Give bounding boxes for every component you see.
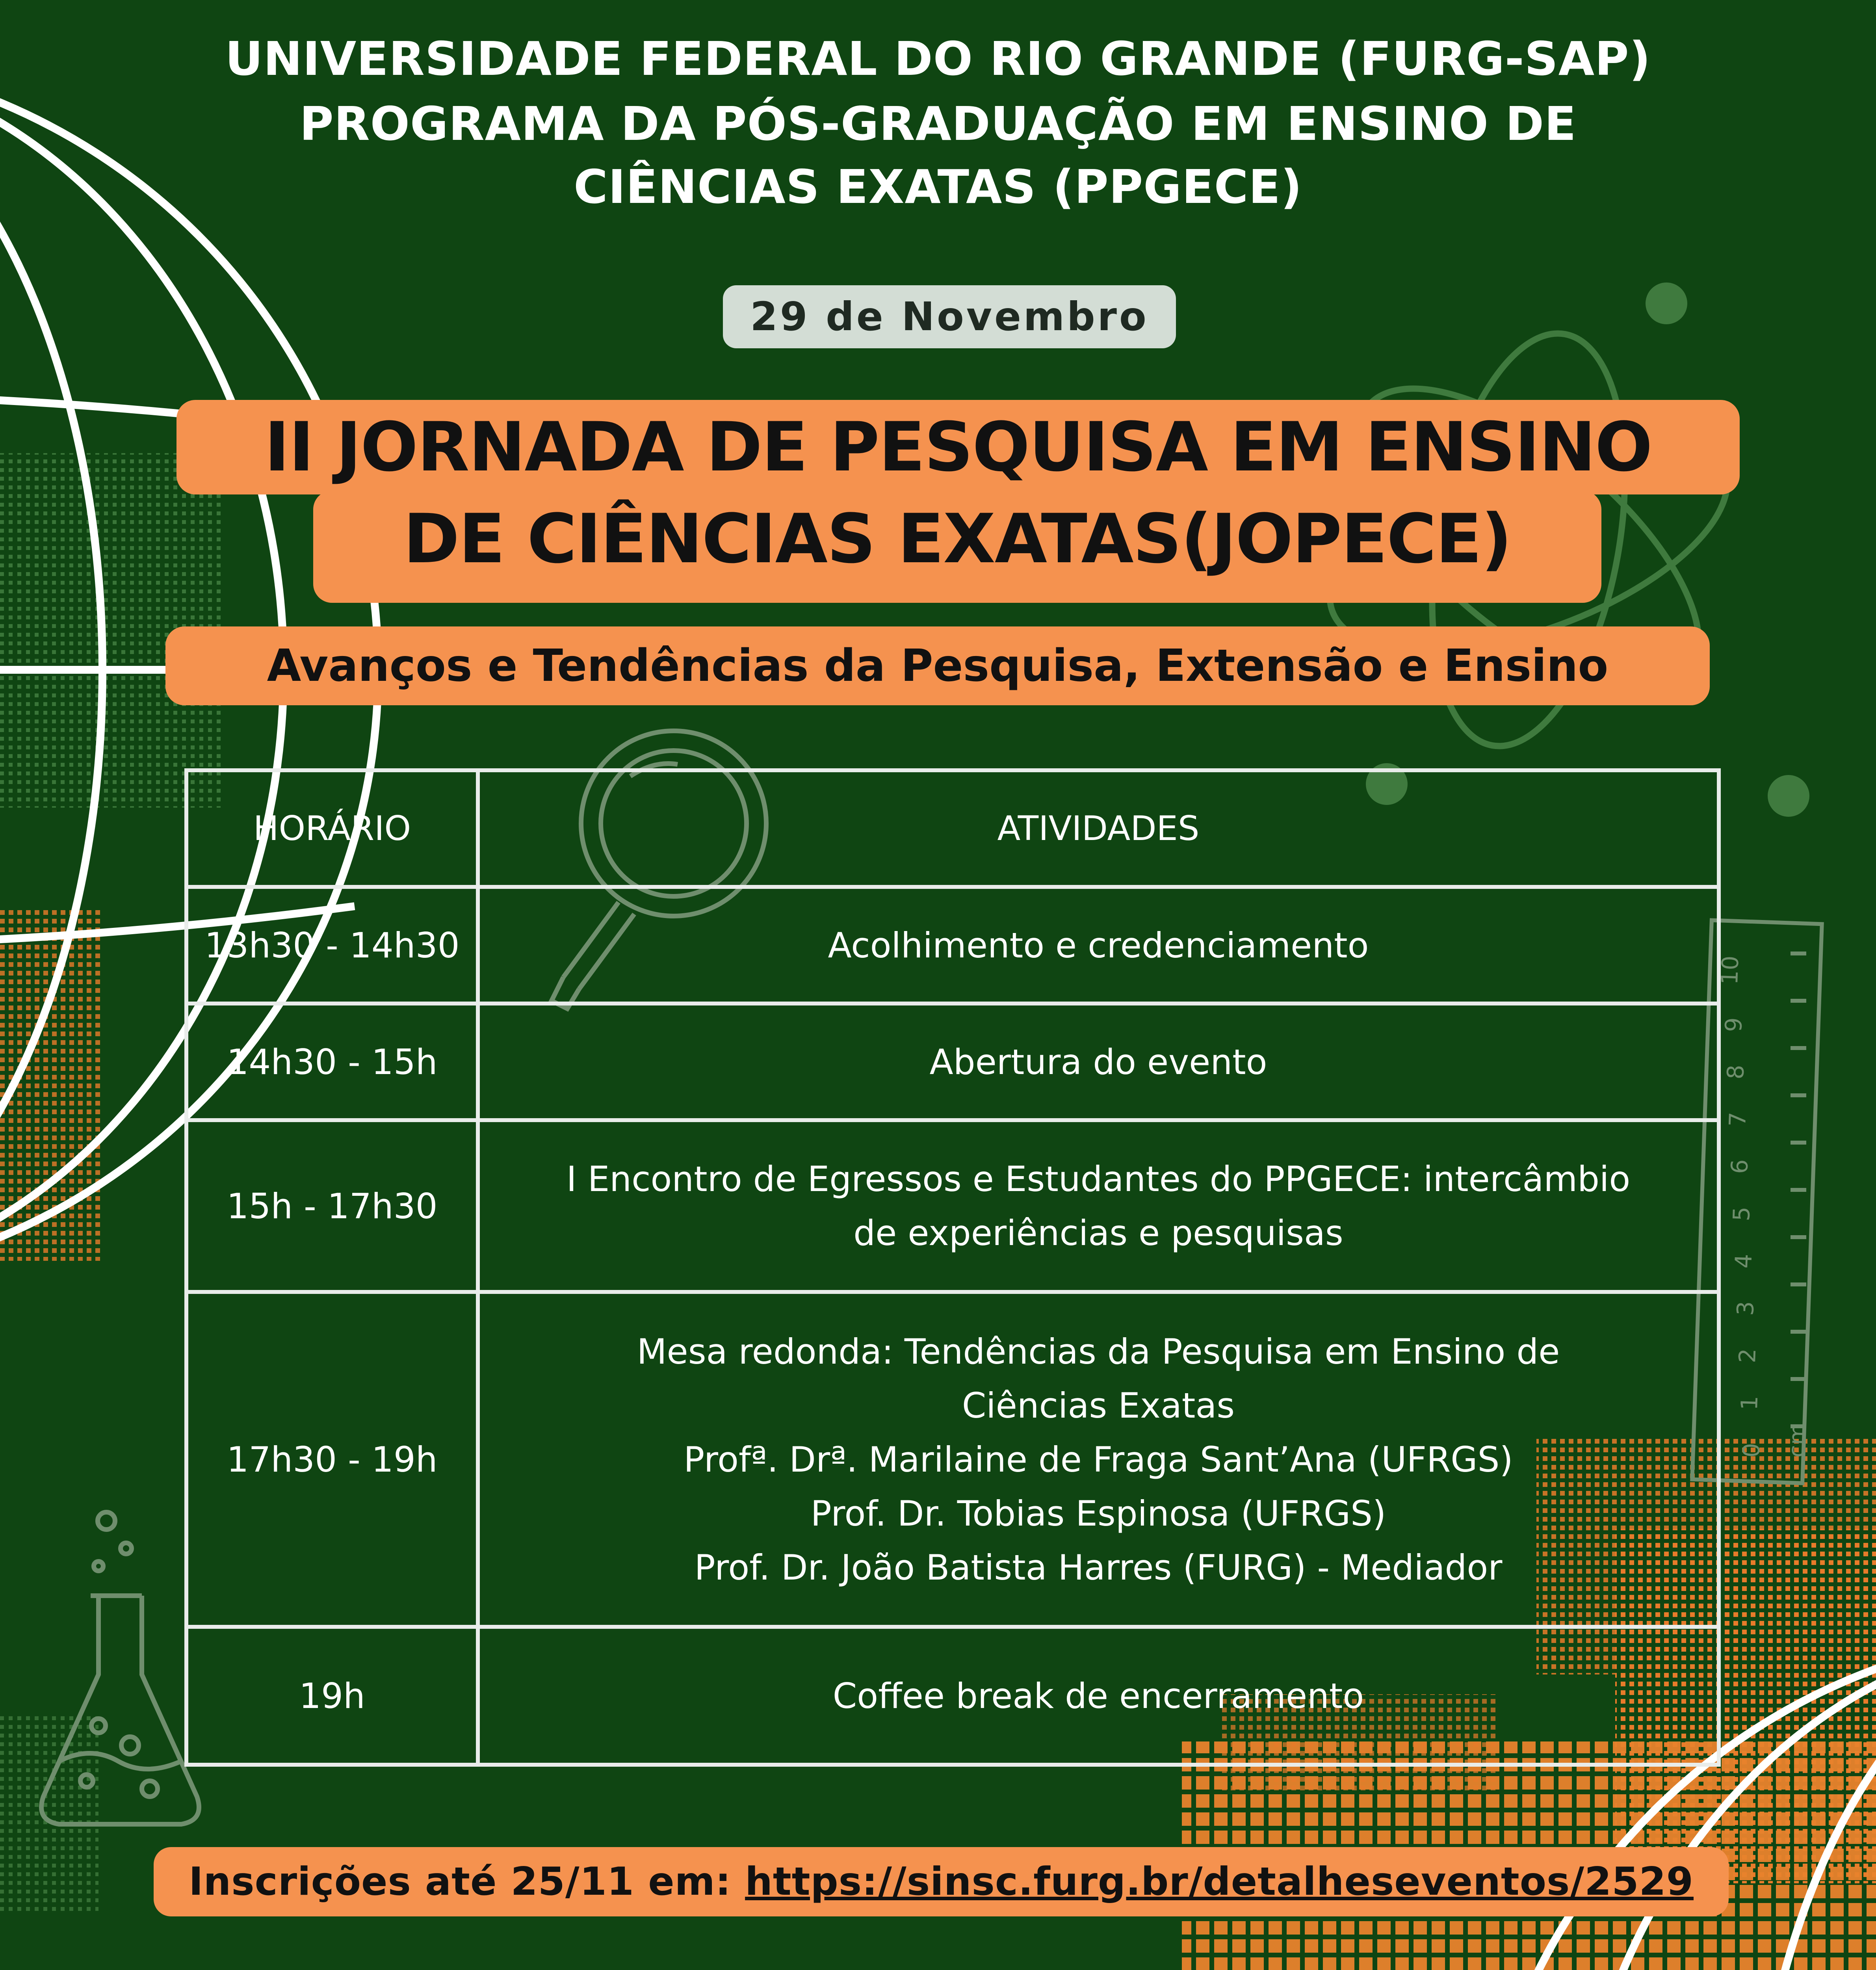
event-date-badge: 29 de Novembro: [723, 285, 1176, 348]
activity-line: Coffee break de encerramento: [832, 1675, 1364, 1716]
activity-line: Acolhimento e credenciamento: [828, 925, 1369, 966]
ruler-number: 0: [1738, 1442, 1765, 1458]
activity-line: Ciências Exatas: [962, 1385, 1235, 1426]
registration-link[interactable]: https://sinsc.furg.br/detalheseventos/2529: [745, 1859, 1694, 1904]
activity-column-header: ATIVIDADES: [478, 770, 1719, 887]
schedule-activity: [478, 887, 1719, 1004]
event-title-line1: II JORNADA DE PESQUISA EM ENSINO: [176, 400, 1740, 494]
ruler-unit: cm: [1783, 1422, 1811, 1458]
program-name-continued: CIÊNCIAS EXATAS (PPGECE): [574, 160, 1302, 214]
activity-line: Abertura do evento: [929, 1041, 1267, 1082]
ruler-number: 8: [1722, 1064, 1750, 1080]
activity-line: Mesa redonda: Tendências da Pesquisa em Ensino de: [637, 1331, 1560, 1372]
ruler-number: 3: [1732, 1301, 1759, 1316]
event-subtitle: Avanços e Tendências da Pesquisa, Extensão e Ensino: [165, 626, 1710, 705]
schedule-row: [186, 887, 1719, 1004]
schedule-time: 17h30 - 19h: [186, 1292, 478, 1627]
registration-banner: [154, 1847, 1729, 1916]
schedule-time: 19h: [186, 1627, 478, 1765]
ruler-number: 4: [1730, 1253, 1757, 1269]
ruler-number: 7: [1724, 1111, 1752, 1127]
schedule-time: 14h30 - 15h: [186, 1004, 478, 1120]
schedule-row: [186, 1292, 1719, 1627]
schedule-activity: [478, 1292, 1719, 1627]
registration-label: Inscrições até 25/11 em:: [189, 1859, 745, 1904]
activity-line: Prof. Dr. Tobias Espinosa (UFRGS): [810, 1493, 1386, 1534]
activity-line: I Encontro de Egressos e Estudantes do PPGECE: intercâmbio: [566, 1159, 1631, 1199]
university-name: UNIVERSIDADE FEDERAL DO RIO GRANDE (FURG-SAP): [225, 32, 1651, 86]
schedule-time: 15h - 17h30: [186, 1120, 478, 1292]
schedule-table: [184, 768, 1721, 1767]
schedule-time: 13h30 - 14h30: [186, 887, 478, 1004]
schedule-header-row: [186, 770, 1719, 887]
ruler-number: 2: [1734, 1348, 1761, 1364]
ruler-number: 10: [1716, 955, 1744, 985]
ruler-number: 6: [1726, 1159, 1753, 1175]
activity-line: Prof. Dr. João Batista Harres (FURG) - Mediador: [694, 1547, 1503, 1588]
program-name: PROGRAMA DA PÓS-GRADUAÇÃO EM ENSINO DE: [299, 97, 1577, 151]
schedule-row: [186, 1004, 1719, 1120]
ruler-number: 5: [1728, 1206, 1755, 1222]
activity-line: Profª. Drª. Marilaine de Fraga Sant’Ana (UFRGS): [684, 1439, 1513, 1480]
activity-line: de experiências e pesquisas: [853, 1213, 1343, 1253]
ruler-number: 1: [1736, 1395, 1763, 1411]
schedule-row: [186, 1627, 1719, 1765]
schedule-activity: [478, 1004, 1719, 1120]
time-column-header: HORÁRIO: [186, 770, 478, 887]
event-title-line2: DE CIÊNCIAS EXATAS(JOPECE): [313, 491, 1601, 603]
schedule-row: [186, 1120, 1719, 1292]
ruler-number: 9: [1720, 1017, 1748, 1033]
schedule-activity: [478, 1627, 1719, 1765]
schedule-activity: [478, 1120, 1719, 1292]
